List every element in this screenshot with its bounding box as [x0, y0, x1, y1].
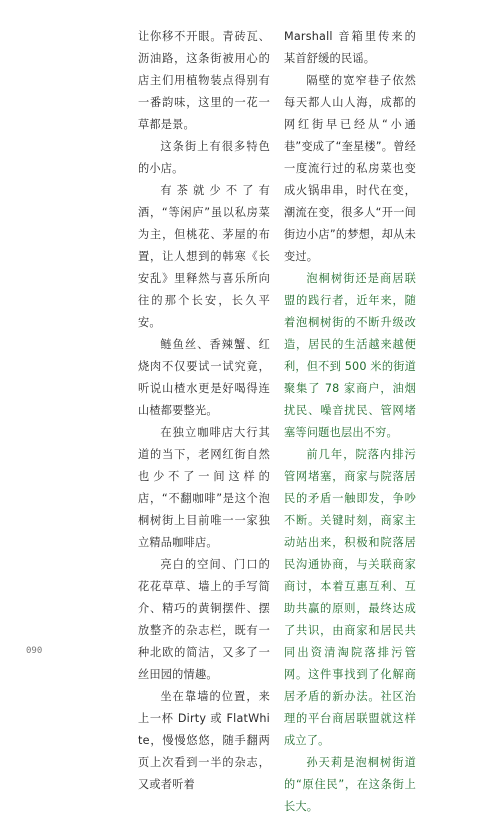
- paragraph: 隔壁的宽窄巷子依然每天都人山人海，成都的网红街早已经从“小通巷”变成了“奎星楼”。曾经一度流行过的私房菜也变成火锅串串，时代在变，潮流在变，很多人“开一间街边小店”的梦想，却从未变过。: [284, 74, 416, 263]
- left-text-column: [138, 26, 270, 796]
- right-text-column: [284, 26, 416, 818]
- paragraph: Marshall 音箱里传来的某首舒缓的民谣。: [284, 30, 416, 65]
- paragraph: 有茶就少不了有酒，“等闲庐”虽以私房菜为主，但桃花、茅屋的布置，让人想到的韩寒《长安乱》里释然与喜乐所向往的那个长安，长久平安。: [138, 184, 270, 329]
- paragraph: 坐在靠墙的位置，来上一杯 Dirty 或 FlatWhite，慢慢悠悠，随手翻两页上次看到一半的杂志，又或者听着: [138, 690, 270, 791]
- paragraph: 在独立咖啡店大行其道的当下，老网红街自然也少不了一间这样的店，“不翻咖啡”是这个泡桐树街上目前唯一一家独立精品咖啡店。: [138, 426, 270, 549]
- paragraph: 这条街上有很多特色的小店。: [138, 140, 270, 175]
- highlighted-paragraph: 前几年，院落内排污管网堵塞，商家与院落居民的矛盾一触即发，争吵不断。关键时刻，商家主动站出来，积极和院落居民沟通协商，与关联商家商讨，本着互惠互利、互助共赢的原则，最终达成了共识，由商家和居民共同出资清淘院落排污管网。这件事找到了化解商居矛盾的新办法。社区治理的平台商居联盟就这样成立了。: [284, 448, 416, 747]
- paragraph: 鲢鱼丝、香辣蟹、红烧肉不仅要试一试究竟，听说山楂水更是好喝得连山楂都要整光。: [138, 338, 270, 417]
- highlighted-paragraph: 孙天莉是泡桐树街道的“原住民”，在这条街上长大。: [284, 756, 416, 813]
- page-number: 090: [26, 646, 43, 656]
- highlighted-paragraph: 泡桐树街还是商居联盟的践行者，近年来，随着泡桐树街的不断升级改造，居民的生活越来越便利，但不到 500 米的街道聚集了 78 家商户，油烟扰民、噪音扰民、管网堵塞等问题也层出不穷。: [284, 272, 416, 439]
- paragraph: 亮白的空间、门口的花花草草、墙上的手写简介、精巧的黄铜摆件、摆放整齐的杂志栏，既有一种北欧的简洁，又多了一丝田园的情趣。: [138, 558, 270, 681]
- paragraph: 让你移不开眼。青砖瓦、沥油路，这条街被用心的店主们用植物装点得别有一番韵味，这里的一花一草都是景。: [138, 30, 270, 131]
